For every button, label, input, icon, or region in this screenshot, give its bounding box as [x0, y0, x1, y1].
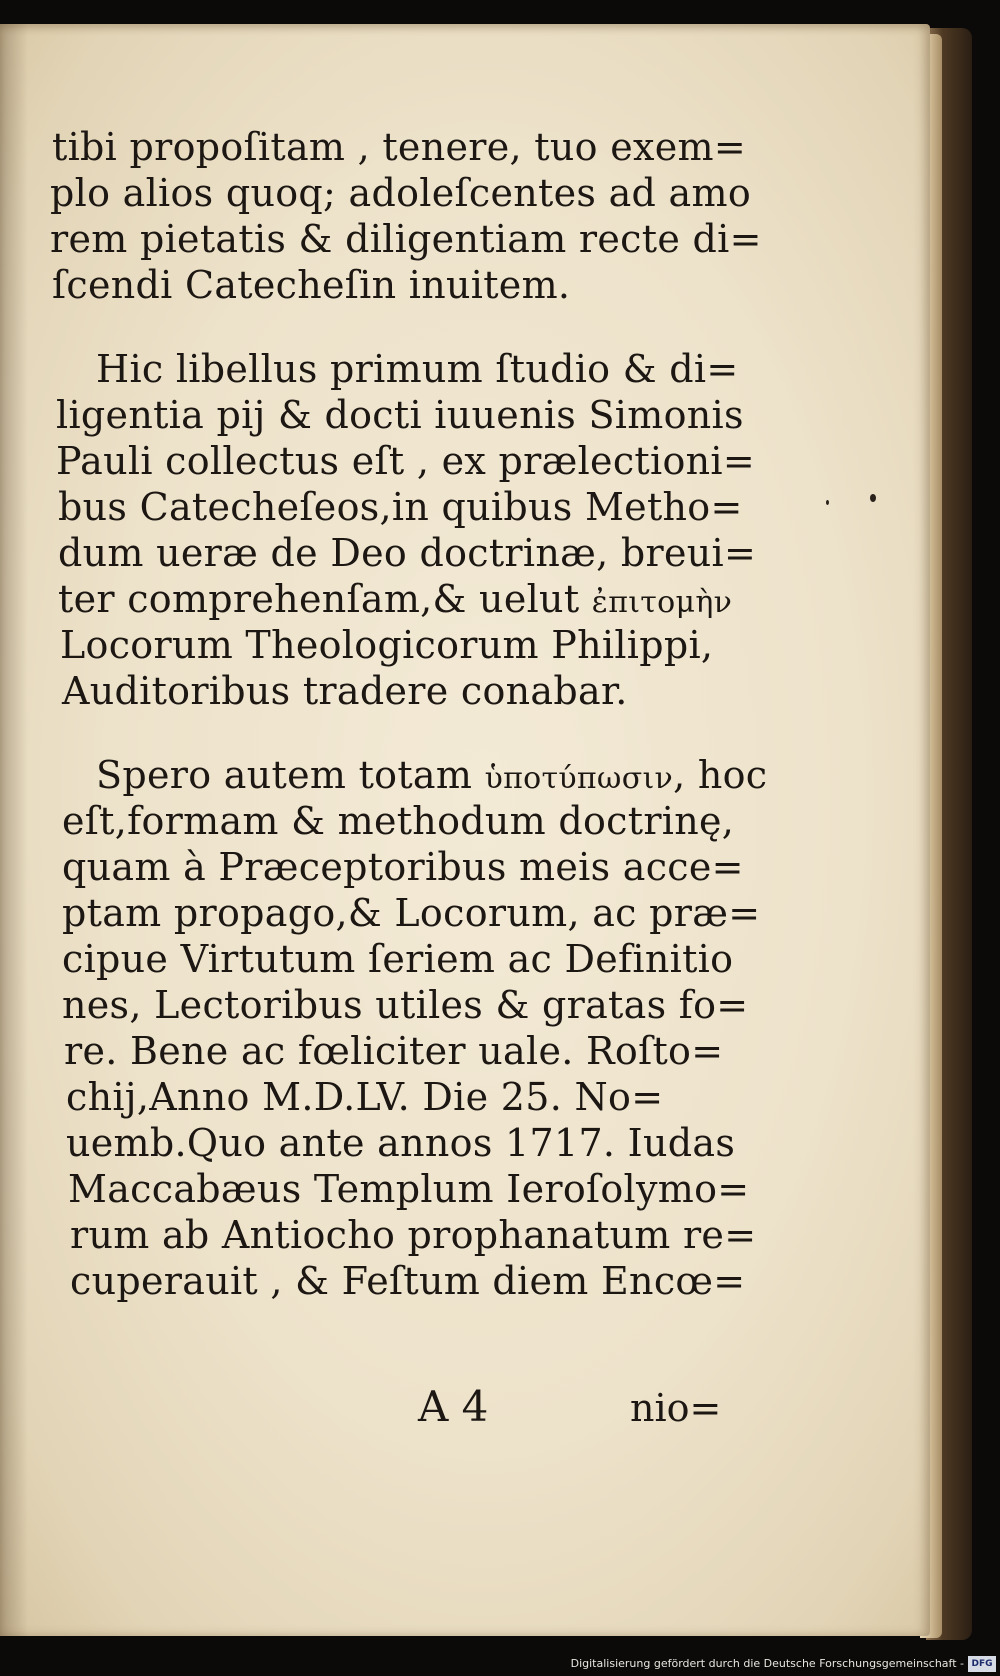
text-line: re. Bene ac fœliciter uale. Roſto=: [64, 1029, 724, 1073]
paper-speck: [826, 500, 829, 505]
gutter-shadow: [0, 24, 28, 1636]
text-line: ptam propago,& Locorum, ac præ=: [62, 891, 761, 935]
text-segment: ter comprehenſam,& uelut: [58, 577, 592, 621]
text-line: uemb.Quo ante annos 1717. Iudas: [66, 1121, 736, 1165]
dfg-logo: DFG: [968, 1656, 996, 1672]
paper-speck: [870, 494, 876, 502]
text-line: dum ueræ de Deo doctrinæ, breui=: [58, 531, 757, 575]
paper-page: [0, 24, 930, 1636]
text-line: rum ab Antiocho prophanatum re=: [70, 1213, 757, 1257]
text-line: ſcendi Catecheſin inuitem.: [52, 263, 571, 307]
text-line: plo alios quoq; adoleſcentes ad amo: [50, 171, 752, 215]
text-line: chij,Anno M.D.LV. Die 25. No=: [66, 1075, 664, 1119]
text-line: Maccabæus Templum Ieroſolymo=: [68, 1167, 750, 1211]
text-line: cuperauit , & Feſtum diem Encœ=: [70, 1259, 746, 1303]
text-segment: Spero autem totam: [96, 753, 485, 797]
greek-word: ἐπιτομὴν: [591, 585, 733, 620]
text-line: eſt,formam & methodum doctrinę,: [62, 799, 735, 843]
text-line-with-greek: [58, 576, 732, 626]
text-line: rem pietatis & diligentiam recte di=: [50, 217, 762, 261]
text-line: tibi propoſitam , tenere, tuo exem=: [52, 125, 746, 169]
text-line: Auditoribus tradere conabar.: [62, 669, 628, 713]
signature-mark: A 4: [418, 1382, 489, 1431]
text-line: cipue Virtutum ſeriem ac Definitio: [62, 937, 734, 981]
scan-bottom-strip: [0, 1640, 1000, 1676]
text-line: Pauli collectus eſt , ex prælectioni=: [56, 439, 755, 483]
digitization-credit: Digitalisierung gefördert durch die Deutsche Forschungsgemeinschaft -: [570, 1657, 964, 1670]
text-line-with-greek: [96, 752, 767, 802]
text-line: ligentia pij & docti iuuenis Simonis: [56, 393, 744, 437]
text-segment: , hoc: [673, 753, 768, 797]
text-line: Locorum Theologicorum Philippi,: [60, 623, 714, 667]
text-line: quam à Præceptoribus meis acce=: [62, 845, 744, 889]
text-line: nes, Lectoribus utiles & gratas fo=: [62, 983, 749, 1027]
greek-word: ὑποτύπωσιν: [484, 761, 674, 796]
text-line: bus Catecheſeos,in quibus Metho=: [58, 485, 743, 529]
catchword: nio=: [630, 1386, 722, 1430]
text-line: Hic libellus primum ſtudio & di=: [96, 347, 739, 391]
